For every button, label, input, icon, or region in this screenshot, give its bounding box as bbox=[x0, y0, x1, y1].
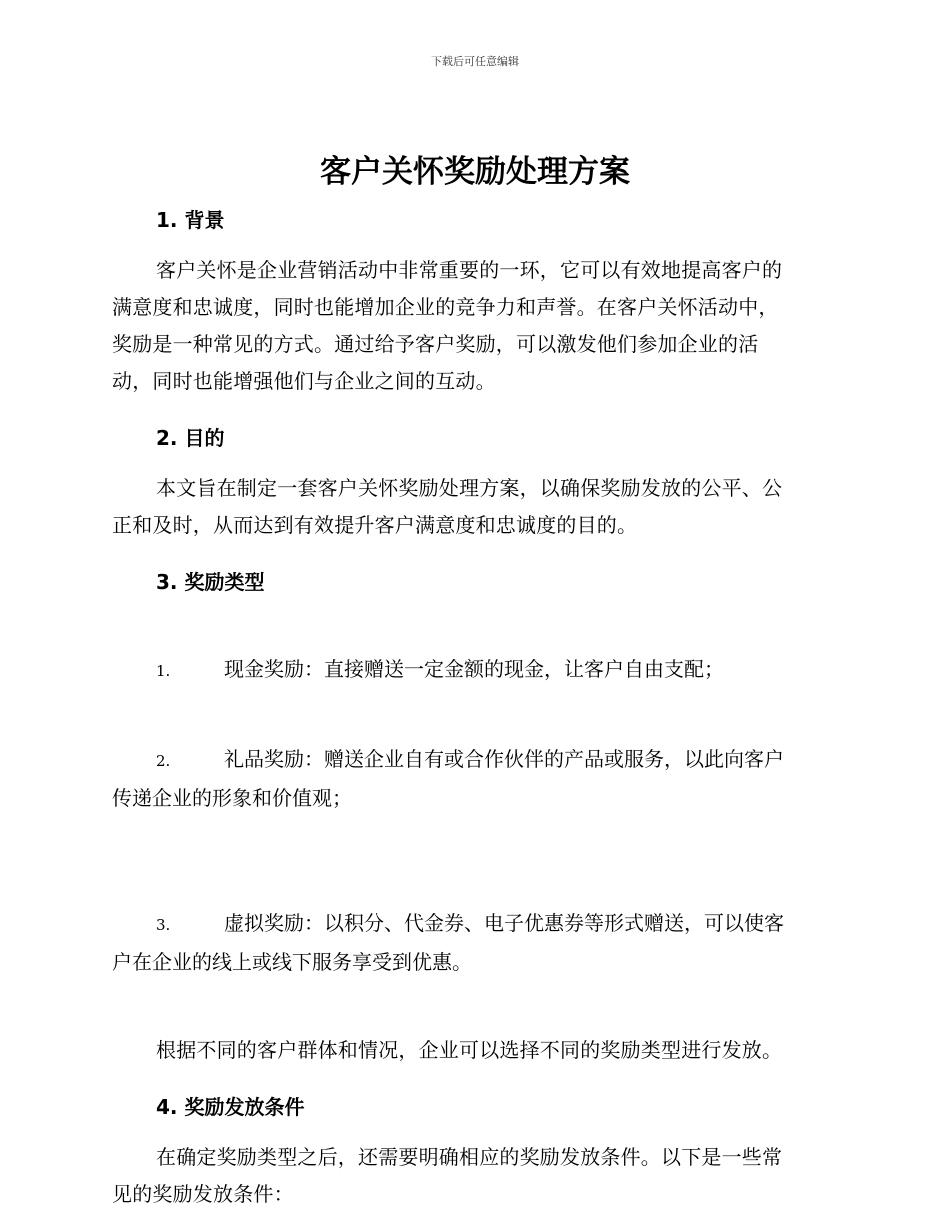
section-heading-reward-types: 3. 奖励类型 bbox=[156, 570, 265, 594]
list-number: 3. bbox=[156, 916, 171, 934]
paragraph-reward-types-summary: 根据不同的客户群体和情况，企业可以选择不同的奖励类型进行发放。 bbox=[156, 1038, 783, 1062]
list-text: 现金奖励：直接赠送一定金额的现金，让客户自由支配； bbox=[224, 657, 724, 681]
paragraph-background: 客户关怀是企业营销活动中非常重要的一环，它可以有效地提高客户的 满意度和忠诚度，同时也能增加企业的竞争力和声誉。在客户关怀活动中， 奖励是一种常见的方式。通过给予客户奖励，可以激发他们参加企业的活 动，同时也能增强他们与企业之间的互动。 bbox=[112, 258, 783, 393]
document-body bbox=[112, 196, 834, 1213]
list-item bbox=[112, 868, 834, 1018]
list-item bbox=[112, 614, 834, 690]
list-number: 2. bbox=[156, 752, 171, 770]
paragraph-purpose: 本文旨在制定一套客户关怀奖励处理方案，以确保奖励发放的公平、公 正和及时，从而达到有效提升客户满意度和忠诚度的目的。 bbox=[112, 476, 783, 537]
section-heading-purpose: 2. 目的 bbox=[156, 426, 225, 450]
list-number: 1. bbox=[156, 662, 171, 680]
list-text: 虚拟奖励：以积分、代金券、电子优惠券等形式赠送，可以使客 bbox=[224, 911, 784, 935]
page-header: 下载后可任意编辑 bbox=[431, 55, 519, 68]
document-title: 客户关怀奖励处理方案 bbox=[320, 154, 630, 190]
list-item bbox=[112, 704, 834, 854]
list-text-continued: 传递企业的形象和价值观； bbox=[112, 786, 352, 810]
paragraph-conditions: 在确定奖励类型之后，还需要明确相应的奖励发放条件。以下是一些常 见的奖励发放条件： bbox=[112, 1145, 783, 1206]
list-text-continued: 户在企业的线上或线下服务享受到优惠。 bbox=[112, 950, 472, 974]
section-heading-background: 1. 背景 bbox=[156, 208, 225, 232]
section-heading-conditions: 4. 奖励发放条件 bbox=[156, 1095, 305, 1119]
list-text: 礼品奖励：赠送企业自有或合作伙伴的产品或服务，以此向客户 bbox=[224, 747, 784, 771]
